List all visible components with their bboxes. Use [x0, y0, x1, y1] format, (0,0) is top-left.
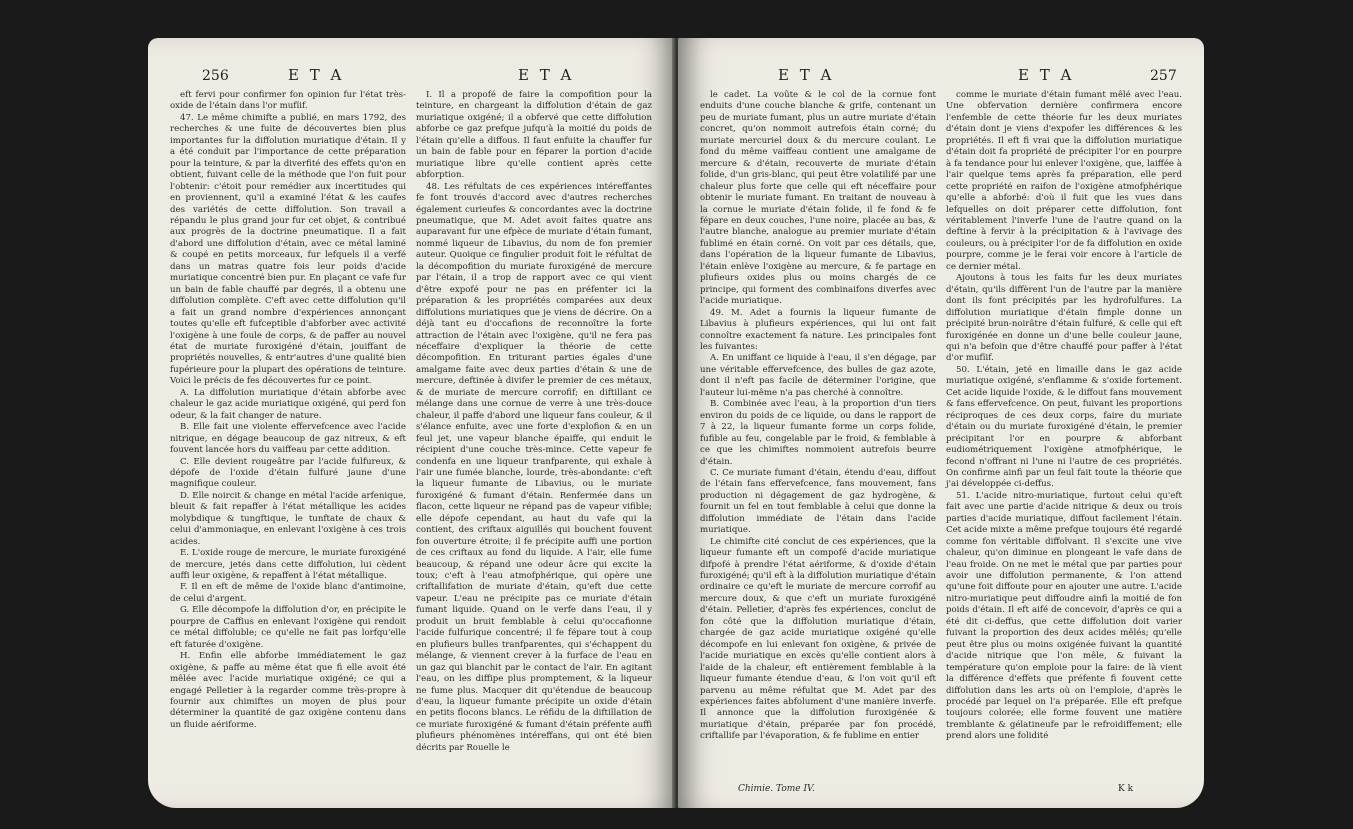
paragraph: le cadet. La voûte & le col de la cornue font enduits d'une couche blanche & grife, contenant un peu de muriate fumant, plus un autre muriate d'étain concret, qu'on nommoit autrefois étain corné; du muriate mercuriel doux & du mercure coulant. Le fond du même vaiffeau contient une amalgame de mercure & d'étain, recouverte de muriate d'étain folide, d'un gris-blanc, qui peut être volatilifé par une chaleur plus forte que celle qui eft néceffaire pour obtenir le muriate fumant. En traitant de nouveau à la cornue le muriate d'étain folide, il fe fond & fe fépare en deux couches, l'une noire, placée au bas, & l'autre blanche, analogue au premier muriate d'étain fublimé en étain corné. On voit par ces détails, que, dans l'opération de la liqueur fumante de Libavius, l'étain enlève l'oxigène au mercure, & fe partage en plufieurs oxides plus ou moins chargés de ce principe, qui forment des combinaifons diverfes avec l'acide muriatique.	[700, 90, 936, 307]
paragraph: eft fervi pour confirmer fon opinion fur l'état très-oxide de l'étain dans l'or mufïif.	[170, 90, 406, 112]
left-column-1	[170, 90, 406, 731]
paragraph: H. Enfin elle abforbe immédiatement le gaz oxigène, & paffe au même état que fi elle avoit été mêlée avec l'acide muriatique oxigéné; ce qui a engagé Pelletier à la regarder comme très-propre à fournir aux chimiftes un moyen de plus pour déterminer la quantité de gaz oxigène contenu dans un fluide aériforme.	[170, 651, 406, 730]
paragraph: D. Elle noircit & change en métal l'acide arfenique, bleuit & fait repaffer à l'état métallique les acides molybdique & tungftique, le tunftate de chaux & celui d'ammoniaque, en enlevant l'oxigène à ces trois acides.	[170, 490, 406, 547]
paragraph: 50. L'étain, jeté en limaille dans le gaz acide muriatique oxigéné, s'enflamme & s'oxide fortement. Cet acide liquide l'oxide, & le diffout fans mouvement & fans effervefcence. On peut, fuivant les proportions réciproques de ces deux corps, faire du muriate d'étain ou du muriate furoxigéné d'étain, le premier précipitant l'or en pourpre & abforbant eudiométriquement l'oxigène atmofphérique, le fecond n'offrant ni l'une ni l'autre de ces propriétés. On confirme ainfi par un feul fait toute la théorie que j'ai développée ci-deffus.	[946, 364, 1182, 490]
paragraph: A. En uniffant ce liquide à l'eau, il s'en dégage, par une véritable effervefcence, des bulles de gaz azote, dont il n'eft pas facile de déterminer l'origine, que l'auteur lui-même n'a pas cherché à connoître.	[700, 353, 936, 398]
running-header-left-1: E T A	[288, 66, 345, 84]
left-column-2	[416, 90, 652, 754]
left-page	[148, 38, 676, 808]
right-column-1	[700, 90, 936, 743]
running-header-left-2: E T A	[518, 66, 575, 84]
paragraph: I. Il a propofé de faire la compofition pour la teinture, en chargeant la diffolution d'étain de gaz muriatique oxigéné; il a obfervé que cette diffolution abforbe ce gaz prefque jufqu'à la moitié du poids de l'étain qu'elle a diffous. Il faut enfuite la chauffer fur un bain de fable pour en féparer la portion d'acide muriatique libre qu'elle contient après cette abforption.	[416, 90, 652, 181]
paragraph: 51. L'acide nitro-muriatique, furtout celui qu'eft fait avec une partie d'acide nitrique & deux ou trois parties d'acide muriatique, diffout facilement l'étain. Cet acide mixte a même prefque toujours été regardé comme fon véritable diffolvant. Il s'excite une vive chaleur, qu'on diminue en plongeant le vafe dans de l'eau froide. On ne met le métal que par parties pour avoir une diffolution permanente, & l'on attend qu'une foit diffoute pour en ajouter une autre. L'acide nitro-muriatique peut diffoudre ainfi la moitié de fon poids d'étain. Il eft aifé de concevoir, d'après ce qui a été dit ci-deffus, que cette diffolution doit varier fuivant la proportion des deux acides mêlés; qu'elle peut être plus ou moins oxigénée fuivant la quantité d'acide nitrique que l'on mêle, & fuivant la température qu'on emploie pour la faire: de là vient la différence d'effets que préfente fi fouvent cette diffolution dans les arts où on l'emploie, d'après le procédé par lequel on l'a préparée. Elle eft prefque toujours colorée; elle forme fouvent une matière tremblante & gélatineufe par le refroidiffement; elle prend alors une folidité	[946, 490, 1182, 742]
signature-mark: K k	[1118, 784, 1134, 794]
paragraph: E. L'oxide rouge de mercure, le muriate furoxigéné de mercure, jetés dans cette diffolution, lui cèdent auffi leur oxigène, & repaffent à l'état métallique.	[170, 548, 406, 582]
paragraph: Le chimifte cité conclut de ces expériences, que la liqueur fumante eft un compofé d'acide muriatique difpofé à prendre l'état aériforme, & d'oxide d'étain furoxigéné; qu'il eft à la diffolution muriatique d'étain ordinaire ce qu'eft le muriate de mercure corrofif au mercure doux, & que c'eft un muriate furoxigéné d'étain. Pelletier, d'après fes expériences, conclut de fon côté que la diffolution muriatique d'étain, chargée de gaz acide muriatique oxigéné qu'elle décompofe en lui enlevant fon oxigène, & privée de l'acide muriatique en excès qu'elle contient alors à l'aide de la chaleur, eft entièrement femblable à la liqueur fumante étendue d'eau, & l'on voit qu'il eft parvenu au même réfultat que M. Adet par des expériences faites abfolument d'une manière inverfe. Il annonce que la diffolution furoxigénée & muriatique d'étain, préparée par fon procédé, criftallife par l'évaporation, & fe fublime en entier	[700, 536, 936, 742]
running-header-right-2: E T A	[1018, 66, 1075, 84]
paragraph: comme le muriate d'étain fumant mêlé avec l'eau. Une obfervation dernière confirmera encore l'enfemble de cette théorie fur les deux muriates d'étain dont je viens d'expofer les différences & les propriétés. Il eft fi vrai que la diffolution muriatique d'étain doit fa propriété de précipiter l'or en pourpre à fa tendance pour lui enlever l'oxigène, que, laiffée à l'air quelque tems après fa préparation, elle perd cette propriété en raifon de l'oxigène atmofphérique qu'elle a abforbé: d'où il fuit que les vues dans lefquelles on doit préparer cette diffolution, font véritablement l'inverfe l'une de l'autre quand on la deftine à fervir à la précipitation & à l'avivage des couleurs, ou à précipiter l'or de fa diffolution en oxide pourpre, comme je le ferai voir encore à l'article de ce dernier métal.	[946, 90, 1182, 272]
running-header-right-1: E T A	[778, 66, 835, 84]
paragraph: F. Il en eft de même de l'oxide blanc d'antimoine, de celui d'argent.	[170, 582, 406, 604]
paragraph: Ajoutons à tous les faits fur les deux muriates d'étain, qu'ils diffèrent l'un de l'autre par la manière dont ils font précipités par les hydrofulfures. La diffolution muriatique d'étain fimple donne un précipité brun-noirâtre d'étain fulfuré, & celle qui eft furoxigénée en donne un d'une belle couleur jaune, qui n'a befoin que d'être chauffé pour paffer à l'état d'or mufïif.	[946, 273, 1182, 364]
paragraph: 49. M. Adet a fournis la liqueur fumante de Libavius à plufieurs expériences, qui lui ont fait connoître exactement fa nature. Les principales font les fuivantes:	[700, 307, 936, 352]
paragraph: C. Ce muriate fumant d'étain, étendu d'eau, diffout de l'étain fans effervefcence, fans mouvement, fans production ni dégagement de gaz hydrogène, & fournit un fel en tout femblable à celui que donne la diffolution immédiate de l'étain dans l'acide muriatique.	[700, 467, 936, 536]
paragraph: B. Elle fait une violente effervefcence avec l'acide nitrique, en dégage beaucoup de gaz nitreux, & eft fouvent lancée hors du vaiffeau par cette addition.	[170, 422, 406, 456]
paragraph: 48. Les réfultats de ces expériences intéreffantes fe font trouvés d'accord avec d'autres recherches également curieufes & concordantes avec la doctrine pneumatique, que M. Adet avoit faites quatre ans auparavant fur une efpèce de muriate d'étain fumant, nommé liqueur de Libavius, du nom de fon premier auteur. Quoique ce fingulier produit foit le réfultat de la décompofition du muriate furoxigéné de mercure par l'étain, il a trop de rapport avec ce qui vient d'être expofé pour ne pas en préfenter ici la préparation & les propriétés comparées aux deux diffolutions muriatiques que je viens de décrire. On a déjà tant eu d'occafions de reconnoître la forte attraction de l'étain avec l'oxigène, qu'il ne fera pas néceffaire d'expliquer la théorie de cette décompofition. En triturant parties égales d'une amalgame faite avec deux parties d'étain & une de mercure, deftinée à divifer le premier de ces métaux, & de muriate de mercure corrofif; en diftillant ce mélange dans une cornue de verre à une très-douce chaleur, il paffe d'abord une liqueur fans couleur, & il s'élance enfuite, avec une forte d'explofion & en un feul jet, une vapeur blanche épaiffe, qui enduit le récipient d'une couche très-mince. Cette vapeur fe condenfa en une liqueur tranfparente, qui exhale à l'air une fumée blanche, lourde, très-abondante: c'eft la liqueur fumante de Libavius, ou le muriate furoxigéné & fumant d'étain. Renfermée dans un flacon, cette liqueur ne répand pas de vapeur vifible; elle dépofe cependant, au haut du vafe qui la contient, des criftaux aiguillés qui bouchent fouvent fon ouverture étroite; il fe précipite auffi une portion de ces criftaux au fond du liquide. A l'air, elle fume beaucoup, & répand une odeur âcre qui excite la toux; c'eft à l'eau atmofphérique, qui opère une criftallifation de muriate d'étain, qu'eft due cette vapeur. L'eau ne précipite pas ce muriate d'étain fumant liquide. Quand on le verfe dans l'eau, il y produit un bruit femblable à celui qu'occafionne l'acide fulfurique concentré; il fe fépare tout à coup en plufieurs bulles tranfparentes, qui s'échappent du mélange, & viennent crever à la furface de l'eau en un gaz qui blanchit par le contact de l'air. En agitant l'eau, on les diffipe plus promptement, & la liqueur ne fume plus. Macquer dit qu'étendue de beaucoup d'eau, la liqueur fumante précipite un oxide d'étain en petits flocons blancs. Le réfidu de la diftillation de ce muriate furoxigéné & fumant d'étain préfente auffi plufieurs phénomènes intéreffans, qui ont été bien décrits par Rouelle le	[416, 181, 652, 753]
page-number-left: 256	[202, 68, 229, 84]
paragraph: A. La diffolution muriatique d'étain abforbe avec chaleur le gaz acide muriatique oxigéné, qui perd fon odeur, & la fait changer de nature.	[170, 387, 406, 421]
paragraph: B. Combinée avec l'eau, à la proportion d'un tiers environ du poids de ce liquide, ou dans le rapport de 7 à 22, la liqueur fumante forme un corps folide, fufible au feu, congelable par le froid, & femblable à ce que les chimiftes nommoient autrefois beurre d'étain.	[700, 399, 936, 467]
paragraph: C. Elle devient rougeâtre par l'acide fulfureux, & dépofe de l'oxide d'étain fulfuré jaune d'une magnifique couleur.	[170, 456, 406, 490]
paragraph: 47. Le même chimifte a publié, en mars 1792, des recherches & une fuite de découvertes bien plus importantes fur la diffolution muriatique d'étain. Il y a été conduit par l'importance de cette préparation pour la teinture, & par la diverfité des effets qu'on en obtient, fuivant celle de la méthode que l'on fuit pour l'obtenir: c'étoit pour remédier aux incertitudes qui en proviennent, qu'il a examiné l'état & les caufes des variétés de cette diffolution. Son travail a répandu le plus grand jour fur cet objet, & contribué aux progrès de la doctrine pneumatique. Il a fait d'abord une diffolution d'étain, avec ce métal laminé & coupé en petits morceaux, fur lefquels il a verfé dans un matras quatre fois leur poids d'acide muriatique concentré bien pur. En plaçant ce vafe fur un bain de fable chauffé par degrés, il a obtenu une diffolution complète. C'eft avec cette diffolution qu'il a fait un grand nombre d'expériences annonçant toutes qu'elle eft fufceptible d'abforber avec activité l'oxigène à une foule de corps, & de paffer au nouvel état de muriate furoxigéné d'étain, jouiffant de propriétés nouvelles, & entr'autres d'une qualité bien fupérieure pour la plupart des opérations de teinture. Voici le précis de fes découvertes fur ce point.	[170, 112, 406, 387]
right-page	[678, 38, 1204, 808]
page-number-right: 257	[1150, 68, 1177, 84]
paragraph: G. Elle décompofe la diffolution d'or, en précipite le pourpre de Caffius en enlevant l'oxigène qui rendoit ce métal diffoluble; ce qu'elle ne fait pas lorfqu'elle eft faturée d'oxigène.	[170, 605, 406, 650]
right-column-2	[946, 90, 1182, 743]
volume-footer: Chimie. Tome IV.	[738, 784, 815, 794]
